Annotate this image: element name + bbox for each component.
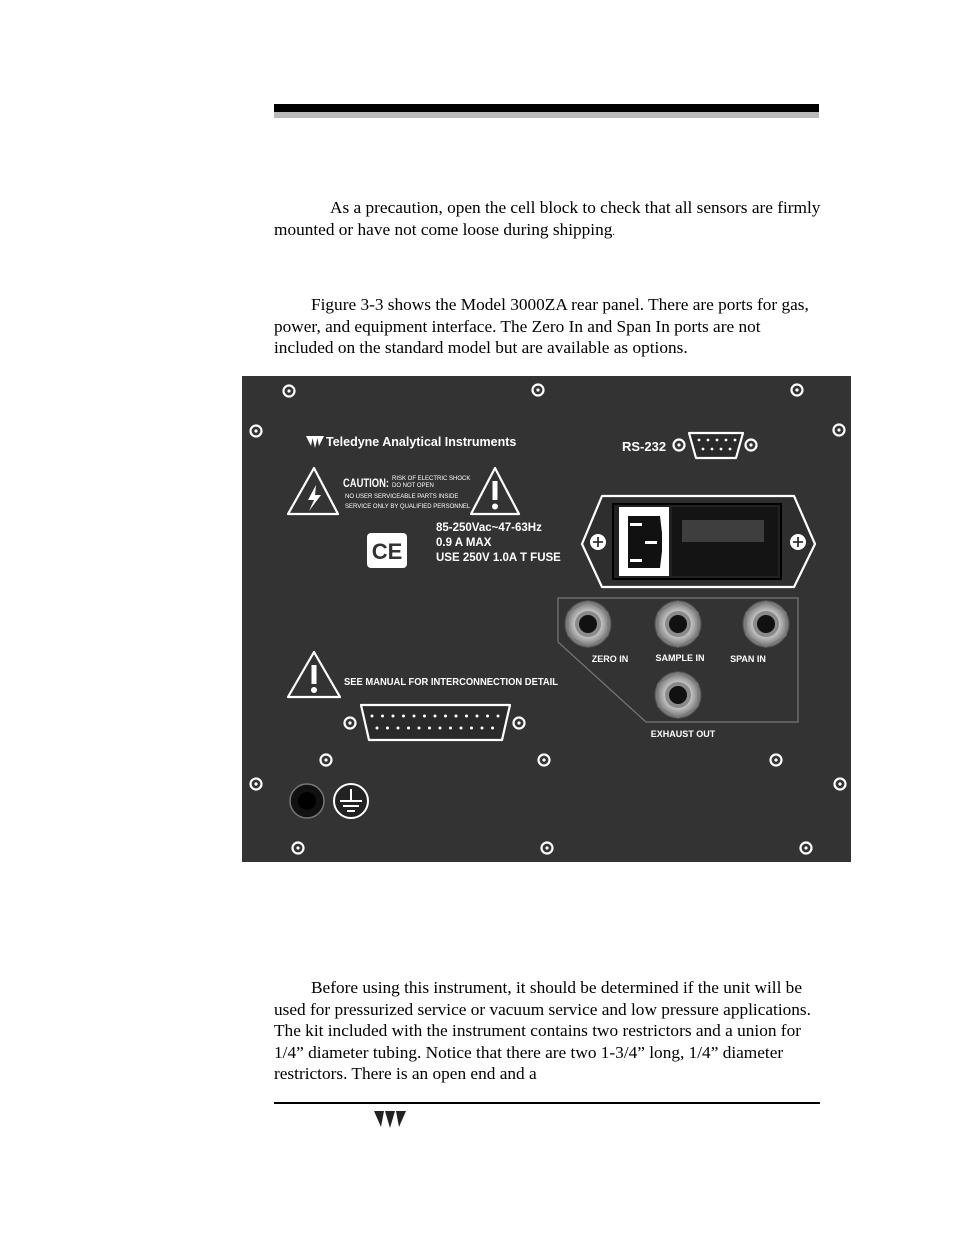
zero-in-label: ZERO IN <box>591 654 629 664</box>
current-rating-label: 0.9 A MAX <box>436 537 492 549</box>
connector-pin <box>481 727 484 730</box>
span-in-label: SPAN IN <box>730 654 766 664</box>
exhaust-out-port <box>655 672 701 718</box>
power-inlet-socket <box>619 507 669 576</box>
connector-pin <box>460 727 463 730</box>
connector-pin <box>413 715 416 718</box>
header-rule-shadow <box>274 112 819 118</box>
svg-text:CE: CE <box>371 539 403 564</box>
power-entry-module <box>582 496 815 587</box>
ce-mark-icon <box>367 533 407 568</box>
exhaust-out-label: EXHAUST OUT <box>650 729 716 739</box>
brand-label: Teledyne Analytical Instruments <box>326 435 517 449</box>
span-in-port <box>743 601 789 647</box>
rear-panel-figure <box>242 376 851 862</box>
rs232-label: RS-232 <box>622 439 667 454</box>
paragraph-rear-panel-intro: Figure 3-3 shows the Model 3000ZA rear panel. There are ports for gas, power, and equipment interface. The Zero In and Span In ports are not included on the standard model but are available as options. <box>274 295 809 357</box>
paragraph-sensor-check-text: As a precaution, open the cell block to check that all sensors are firmly mounted or have not come loose during shipping <box>274 198 821 239</box>
connector-pin <box>455 715 458 718</box>
connector-pin <box>381 715 384 718</box>
fuse-rating-label: USE 250V 1.0A T FUSE <box>436 552 561 564</box>
sample-in-port <box>655 601 701 647</box>
sample-in-label: SAMPLE IN <box>655 653 705 663</box>
connector-pin <box>470 727 473 730</box>
connector-pin <box>486 715 489 718</box>
connector-pin <box>418 727 421 730</box>
connector-pin <box>428 727 431 730</box>
caution-word: CAUTION: <box>343 478 389 490</box>
paragraph-service-type: Before using this instrument, it should be determined if the unit will be used for pressurized service or vacuum service and low pressure applications. The kit included with the instrument contains two restrictors and a union for 1/4” diameter tubing. Notice that there are two 1-3/4” long, 1/4” diameter restrictors. There is an open end and a <box>274 978 811 1083</box>
caution-line-3: NO USER SERVICEABLE PARTS INSIDE <box>345 494 459 500</box>
header-rule <box>274 104 819 112</box>
connector-pin <box>444 715 447 718</box>
connector-pin <box>497 715 500 718</box>
connector-pin <box>402 715 405 718</box>
interconnection-note: SEE MANUAL FOR INTERCONNECTION DETAIL <box>344 677 558 688</box>
connector-pin <box>434 715 437 718</box>
connector-pin <box>407 727 410 730</box>
power-switch-jack <box>290 784 324 818</box>
connector-pin <box>371 715 374 718</box>
power-rating-label: 85-250Vac~47-63Hz <box>436 522 542 534</box>
caution-line-1: RISK OF ELECTRIC SHOCK <box>392 476 471 482</box>
interconnection-connector <box>345 705 525 740</box>
caution-line-2: DO NOT OPEN <box>392 483 434 489</box>
caution-line-4: SERVICE ONLY BY QUALIFIED PERSONNEL <box>345 504 471 510</box>
connector-pin <box>397 727 400 730</box>
connector-pin <box>423 715 426 718</box>
teledyne-footer-logo-icon <box>372 1109 408 1129</box>
zero-in-port <box>565 601 611 647</box>
power-module-screw-right-icon <box>790 534 806 550</box>
connector-pin <box>476 715 479 718</box>
paragraph-sensor-check-period: . <box>612 226 615 238</box>
connector-pin <box>439 727 442 730</box>
connector-pin <box>465 715 468 718</box>
connector-pin <box>386 727 389 730</box>
connector-pin <box>491 727 494 730</box>
power-module-screw-left-icon <box>590 534 606 550</box>
ground-terminal-icon <box>334 784 368 818</box>
connector-pin <box>376 727 379 730</box>
connector-pin <box>392 715 395 718</box>
paragraph-sensor-check <box>274 197 822 243</box>
footer-rule <box>274 1102 820 1104</box>
connector-pin <box>449 727 452 730</box>
